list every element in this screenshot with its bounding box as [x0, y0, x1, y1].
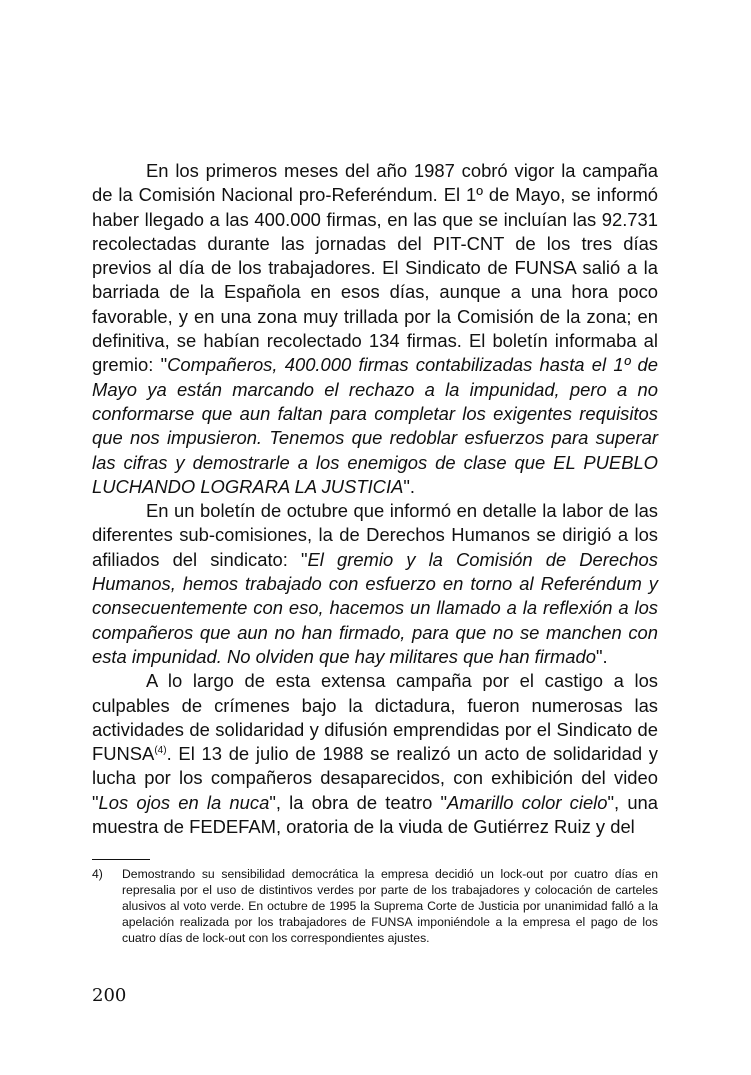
paragraph-3-text: A lo largo de esta extensa campaña por el castigo a los culpables de crímenes bajo la dictadura, fueron numerosas las actividades de solidaridad y difusión emprendidas por el Sindicato de FUNSA — [92, 670, 658, 765]
paragraph-1 — [92, 159, 658, 499]
footnote-separator — [92, 859, 150, 860]
paragraph-3-text-3: ", la obra de teatro " — [269, 791, 448, 813]
paragraph-3-text-2: . El 13 de julio de 1988 se realizó un acto de solidaridad y lucha por los compañeros desaparecidos, con exhibición del video " — [92, 743, 658, 813]
paragraph-2-text: En un boletín de octubre que informó en detalle la labor de las diferentes sub-comisiones, la de Derechos Humanos se dirigió a los afiliados del sindicato: " — [92, 500, 658, 570]
paragraph-1-text: En los primeros meses del año 1987 cobró vigor la campaña de la Comisión Nacional pro-Referéndum. El 1º de Mayo, se informó haber llegado a las 400.000 firmas, en las que se incluían las 92.731 recolectadas durante las jornadas del PIT-CNT de los tres días previos al día de los trabajadores. El Sindicato de FUNSA salió a la barriada de la Española en esos días, aunque a una hora poco favorable, y en una zona muy trillada por la Comisión de la zona; en definitiva, se habían recolectado 134 firmas. El boletín informaba al gremio: " — [92, 160, 658, 376]
play-title: Amarillo color cielo — [447, 791, 608, 813]
paragraph-2 — [92, 499, 658, 669]
paragraph-3 — [92, 669, 658, 839]
paragraph-1-end: ". — [403, 475, 415, 497]
paragraph-1-quote: Compañeros, 400.000 firmas contabilizadas hasta el 1º de Mayo ya están marcando el rechazo a la impunidad, pero a no conformarse que aun faltan para completar los exigentes requisitos que nos impusieron. Tenemos que redoblar esfuerzos para superar las cifras y demostrarle a los enemigos de clase que EL PUEBLO LUCHANDO LOGRARA LA JUSTICIA — [92, 354, 658, 497]
footnote-text: Demostrando su sensibilidad democrática la empresa decidió un lock-out por cuatro días en represalia por el uso de distintivos verdes por parte de los trabajadores y colocación de carteles alusivos al voto verde. En octubre de 1995 la Suprema Corte de Justicia por unanimidad falló a la apelación realizada por los trabajadores de FUNSA imponiéndole a la empresa el pago de los cuatro días de lock-out con los correspondientes ajustes. — [122, 867, 658, 945]
paragraph-2-end: ". — [596, 645, 608, 667]
video-title: Los ojos en la nuca — [98, 791, 270, 813]
paragraph-3-text-4: ", una muestra de FEDEFAM, oratoria de la viuda de Gutiérrez Ruiz y del — [92, 791, 659, 838]
page-number: 200 — [92, 985, 127, 1006]
footnote-number: 4) — [92, 867, 103, 881]
footnote — [92, 867, 658, 947]
footnote-reference: (4) — [154, 745, 167, 756]
body-text — [92, 159, 658, 839]
paragraph-2-quote: El gremio y la Comisión de Derechos Humanos, hemos trabajado con esfuerzo en torno al Referéndum y consecuentemente con eso, hacemos un llamado a la reflexión a los compañeros que aun no han firmado, para que no se manchen con esta impunidad. No olviden que hay militares que han firmado — [92, 548, 658, 667]
